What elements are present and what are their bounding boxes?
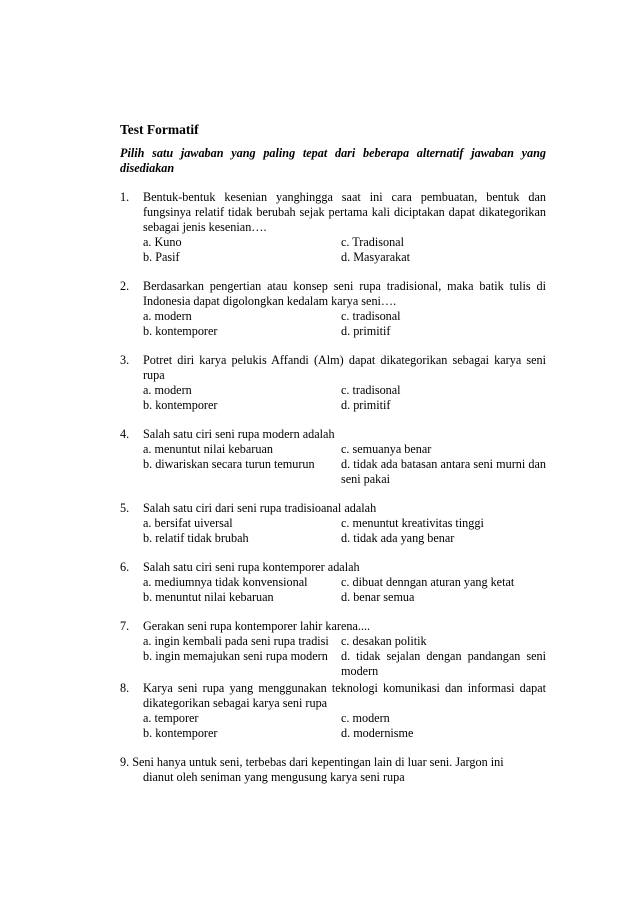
option-a: a. menuntut nilai kebaruan	[143, 442, 273, 456]
question-text: Salah satu ciri seni rupa kontemporer adalah	[143, 560, 360, 574]
option-d: d. tidak ada batasan antara seni murni dan seni pakai	[341, 457, 546, 486]
option-d: d. tidak ada yang benar	[341, 531, 455, 545]
question-number: 2.	[120, 279, 130, 293]
question-5	[120, 501, 546, 546]
question-text: Berdasarkan pengertian atau konsep seni rupa tradisional, maka batik tulis di Indonesia dapat digolongkan kedalam karya seni….	[143, 279, 546, 308]
question-4	[120, 427, 546, 487]
question-text: Salah satu ciri seni rupa modern adalah	[143, 427, 335, 441]
option-b: b. kontemporer	[143, 324, 218, 338]
question-3	[120, 353, 546, 413]
question-9	[120, 755, 546, 785]
options	[143, 442, 546, 487]
question-number: 1.	[120, 190, 130, 204]
option-c: c. dibuat denngan aturan yang ketat	[341, 575, 515, 589]
options	[143, 634, 546, 679]
option-a: a. ingin kembali pada seni rupa tradisi	[143, 634, 329, 648]
option-b: b. ingin memajukan seni rupa modern	[143, 649, 328, 663]
question-text: Salah satu ciri dari seni rupa tradisioanal adalah	[143, 501, 377, 515]
option-d: d. primitif	[341, 324, 391, 338]
question-1	[120, 190, 546, 265]
question-number: 3.	[120, 353, 130, 367]
option-b: b. Pasif	[143, 250, 180, 264]
option-c: c. tradisonal	[341, 309, 401, 323]
option-a: a. bersifat uiversal	[143, 516, 233, 530]
option-d: d. primitif	[341, 398, 391, 412]
option-d: d. Masyarakat	[341, 250, 411, 264]
question-number: 6.	[120, 560, 130, 574]
question-6	[120, 560, 546, 605]
option-c: c. modern	[341, 711, 390, 725]
option-c: c. desakan politik	[341, 634, 427, 648]
question-2	[120, 279, 546, 339]
question-text: Gerakan seni rupa kontemporer lahir karena....	[143, 619, 371, 633]
options	[143, 309, 546, 339]
option-a: a. modern	[143, 309, 192, 323]
option-a: a. modern	[143, 383, 192, 397]
option-b: b. kontemporer	[143, 726, 218, 740]
question-text: 9. Seni hanya untuk seni, terbebas dari kepentingan lain di luar seni. Jargon ini	[120, 755, 504, 769]
option-c: c. Tradisonal	[341, 235, 404, 249]
options	[143, 516, 546, 546]
question-number: 5.	[120, 501, 130, 515]
question-text: Karya seni rupa yang menggunakan teknologi komunikasi dan informasi dapat dikategorikan sebagai karya seni rupa	[143, 681, 546, 710]
option-b: b. menuntut nilai kebaruan	[143, 590, 274, 604]
question-8	[120, 681, 546, 741]
option-d: d. benar semua	[341, 590, 415, 604]
question-number: 7.	[120, 619, 130, 633]
option-a: a. temporer	[143, 711, 199, 725]
question-number: 4.	[120, 427, 130, 441]
option-d: d. tidak sejalan dengan pandangan seni modern	[341, 649, 546, 678]
option-b: b. diwariskan secara turun temurun	[143, 457, 315, 471]
option-d: d. modernisme	[341, 726, 414, 740]
options	[143, 235, 546, 265]
options	[143, 711, 546, 741]
instruction-text: Pilih satu jawaban yang paling tepat dari beberapa alternatif jawaban yang disediakan	[120, 146, 546, 175]
option-a: a. mediumnya tidak konvensional	[143, 575, 308, 589]
option-a: a. Kuno	[143, 235, 182, 249]
question-7	[120, 619, 546, 679]
page-title: Test Formatif	[120, 122, 199, 137]
option-c: c. tradisonal	[341, 383, 401, 397]
option-c: c. menuntut kreativitas tinggi	[341, 516, 484, 530]
question-number: 8.	[120, 681, 130, 695]
document-page	[120, 122, 546, 785]
question-text: Bentuk-bentuk kesenian yanghingga saat ini cara pembuatan, bentuk dan fungsinya relatif tidak berubah sejak pertama kali diciptakan dapat dikategorikan sebagai jenis kesenian….	[143, 190, 546, 234]
option-b: b. relatif tidak brubah	[143, 531, 249, 545]
question-text-continued: dianut oleh seniman yang mengusung karya seni rupa	[143, 770, 405, 784]
options	[143, 383, 546, 413]
option-c: c. semuanya benar	[341, 442, 432, 456]
question-text: Potret diri karya pelukis Affandi (Alm) dapat dikategorikan sebagai karya seni rupa	[143, 353, 546, 382]
option-b: b. kontemporer	[143, 398, 218, 412]
options	[143, 575, 546, 605]
